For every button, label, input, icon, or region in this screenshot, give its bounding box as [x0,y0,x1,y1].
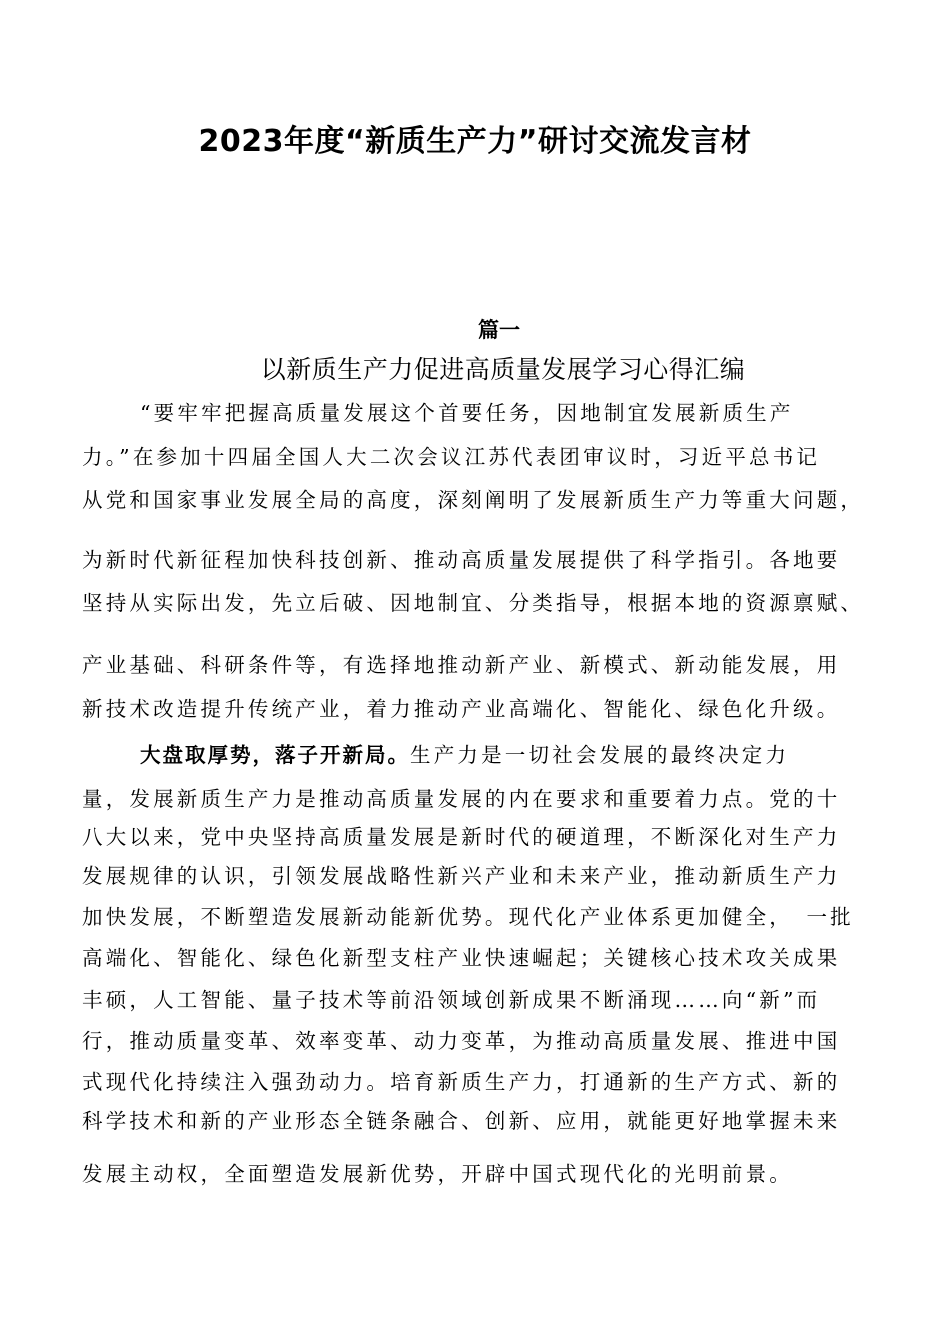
paragraph-2-line: 加快发展，不断塑造发展新动能新优势。现代化产业体系更加健全， 一批 [82,905,854,929]
paragraph-1-line: 为新时代新征程加快科技创新、推动高质量发展提供了科学指引。各地要 [82,548,841,572]
paragraph-2-first-line [140,738,789,768]
paragraph-2-line: 高端化、智能化、绿色化新型支柱产业快速崛起；关键核心技术攻关成果 [82,946,841,970]
paragraph-2-line: 八大以来，党中央坚持高质量发展是新时代的硬道理，不断深化对生产力 [82,825,841,849]
paragraph-2-first-rest: 生产力是一切社会发展的最终决定力 [410,743,790,767]
section-label: 篇一 [478,318,520,342]
paragraph-2-lead: 大盘取厚势，落子开新局。 [140,743,410,767]
paragraph-1-line: 从党和国家事业发展全局的高度，深刻阐明了发展新质生产力等重大问题， [82,488,865,512]
paragraph-2-line: 式现代化持续注入强劲动力。培育新质生产力，打通新的生产方式、新的 [82,1070,841,1094]
paragraph-1-line: 力。”在参加十四届全国人大二次会议江苏代表团审议时，习近平总书记 [82,445,821,469]
paragraph-1-line: “要牢牢把握高质量发展这个首要任务，因地制宜发展新质生产 [140,401,794,425]
paragraph-1-line: 新技术改造提升传统产业，着力推动产业高端化、智能化、绿色化升级。 [82,697,841,721]
paragraph-2-line: 丰硕，人工智能、量子技术等前沿领域创新成果不断涌现……向“新”而 [82,988,821,1012]
paragraph-1-line: 坚持从实际出发，先立后破、因地制宜、分类指导，根据本地的资源禀赋、 [82,591,865,615]
section-subtitle: 以新质生产力促进高质量发展学习心得汇编 [260,355,746,384]
document-title: 2023年度“新质生产力”研讨交流发言材 [198,124,752,159]
paragraph-2-line: 行，推动质量变革、效率变革、动力变革，为推动高质量发展、推进中国 [82,1029,841,1053]
paragraph-2-line: 科学技术和新的产业形态全链条融合、创新、应用，就能更好地掌握未来 [82,1109,841,1133]
paragraph-2-line: 发展规律的认识，引领发展战略性新兴产业和未来产业，推动新质生产力 [82,864,841,888]
paragraph-2-line: 发展主动权，全面塑造发展新优势，开辟中国式现代化的光明前景。 [82,1162,793,1186]
paragraph-2-line: 量，发展新质生产力是推动高质量发展的内在要求和重要着力点。党的十 [82,787,841,811]
paragraph-1-line: 产业基础、科研条件等，有选择地推动新产业、新模式、新动能发展，用 [82,653,841,677]
